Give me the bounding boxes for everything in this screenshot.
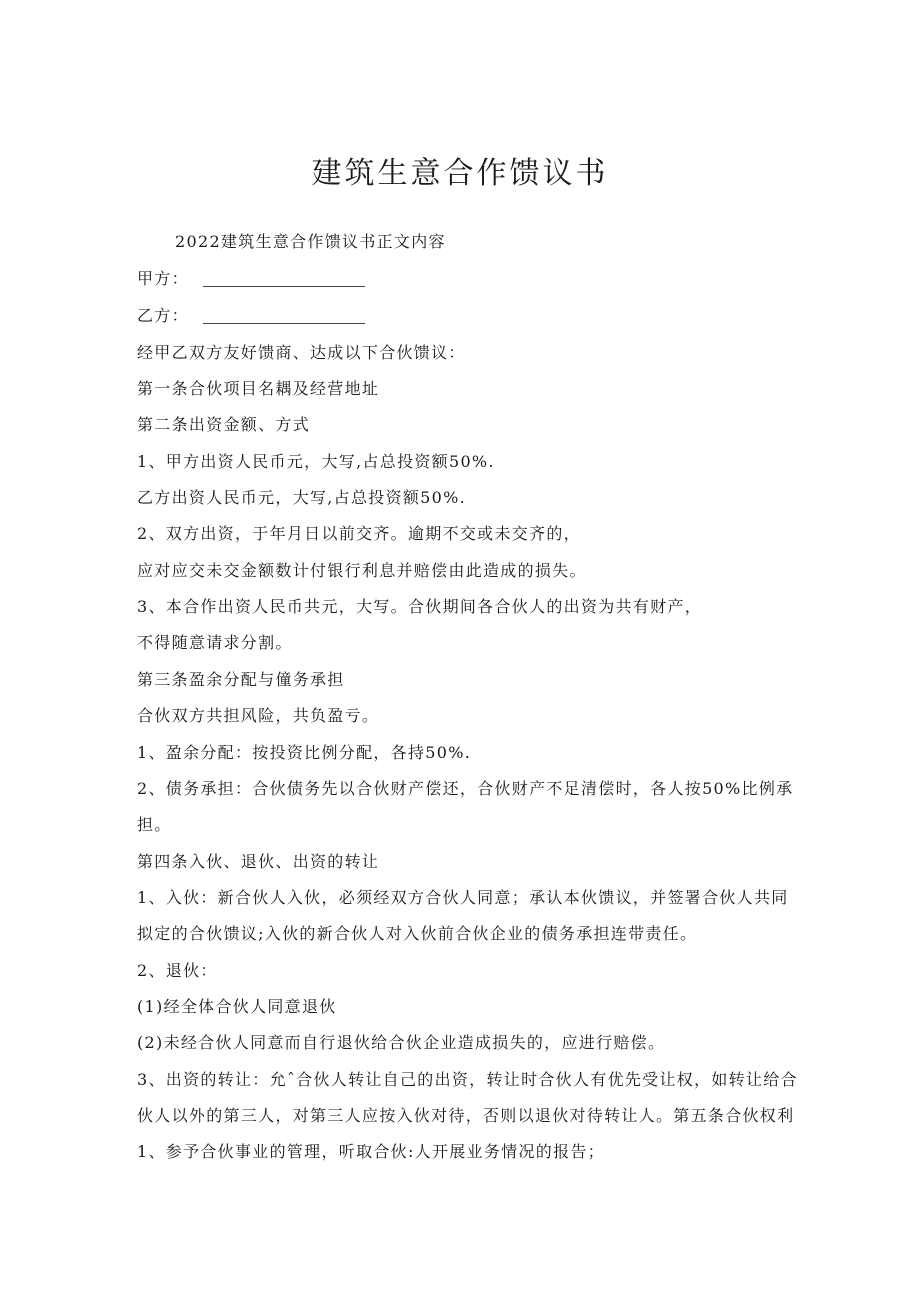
party-a-label: 甲方：	[137, 269, 189, 288]
body-line: 经甲乙双方友好馈商、达成以下合伙馈议：	[137, 343, 466, 362]
body-line: 3、出资的转让：允ˆ合伙人转让自己的出资，转让时合伙人有优先受让权，如转让给合	[137, 1070, 798, 1089]
party-b-row	[137, 306, 365, 326]
body-line: (1)经全体合伙人同意退伙	[137, 997, 337, 1016]
section-heading: 第三条盈余分配与僮务承担	[137, 670, 345, 689]
body-line: 担。	[137, 815, 172, 834]
body-line: 1、入伙：新合伙人入伙，必须经双方合伙人同意；承认本伙馈议，并签署合伙人共同	[137, 888, 789, 907]
body-line: 1、参予合伙事业的管理，听取合伙:人开展业务情况的报告；	[137, 1142, 605, 1161]
body-line: 3、本合作出资人民币共元，大写。合伙期间各合伙人的出资为共有财产，	[137, 597, 703, 616]
body-line: 伙人以外的第三人，对第三人应按入伙对待，否则以退伙对待转让人。第五条合伙权利	[137, 1106, 795, 1125]
body-line: 2、债务承担：合伙债务先以合伙财产偿还，合伙财产不足清偿时，各人按50%比例承	[137, 779, 794, 798]
body-line: (2)未经合伙人同意而自行退伙给合伙企业造成损失的，应进行赔偿。	[137, 1033, 666, 1052]
body-line: 合伙双方共担风险，共负盈亏。	[137, 706, 380, 725]
section-heading: 第二条出资金额、方式	[137, 415, 311, 434]
body-line: 应对应交未交金额数计付银行利息并赔偿由此造成的损失。	[137, 561, 587, 580]
body-line: 2、退伙：	[137, 961, 218, 980]
document-title: 建筑生意合作馈议书	[311, 156, 609, 191]
party-a-row	[137, 269, 365, 289]
body-line: 乙方出资人民币元，大写,占总投资额50%.	[137, 488, 467, 507]
section-heading: 第一条合伙项目名耦及经营地址	[137, 379, 380, 398]
party-a-blank	[203, 286, 365, 287]
party-b-label: 乙方：	[137, 306, 189, 325]
section-heading: 第四条入伙、退伙、出资的转让	[137, 852, 380, 871]
body-line: 拟定的合伙馈议;入伙的新合伙人对入伙前合伙企业的债务承担连带责任。	[137, 924, 698, 943]
body-line: 1、盈余分配：按投资比例分配，各持50%.	[137, 743, 472, 762]
body-line: 2、双方出资，于年月日以前交齐。逾期不交或未交齐的，	[137, 524, 581, 543]
body-line: 不得随意请求分割。	[137, 633, 293, 652]
party-b-blank	[203, 323, 365, 324]
body-line: 1、甲方出资人民币元，大写,占总投资额50%.	[137, 452, 495, 471]
document-subtitle: 2022建筑生意合作馈议书正文内容	[175, 232, 446, 251]
